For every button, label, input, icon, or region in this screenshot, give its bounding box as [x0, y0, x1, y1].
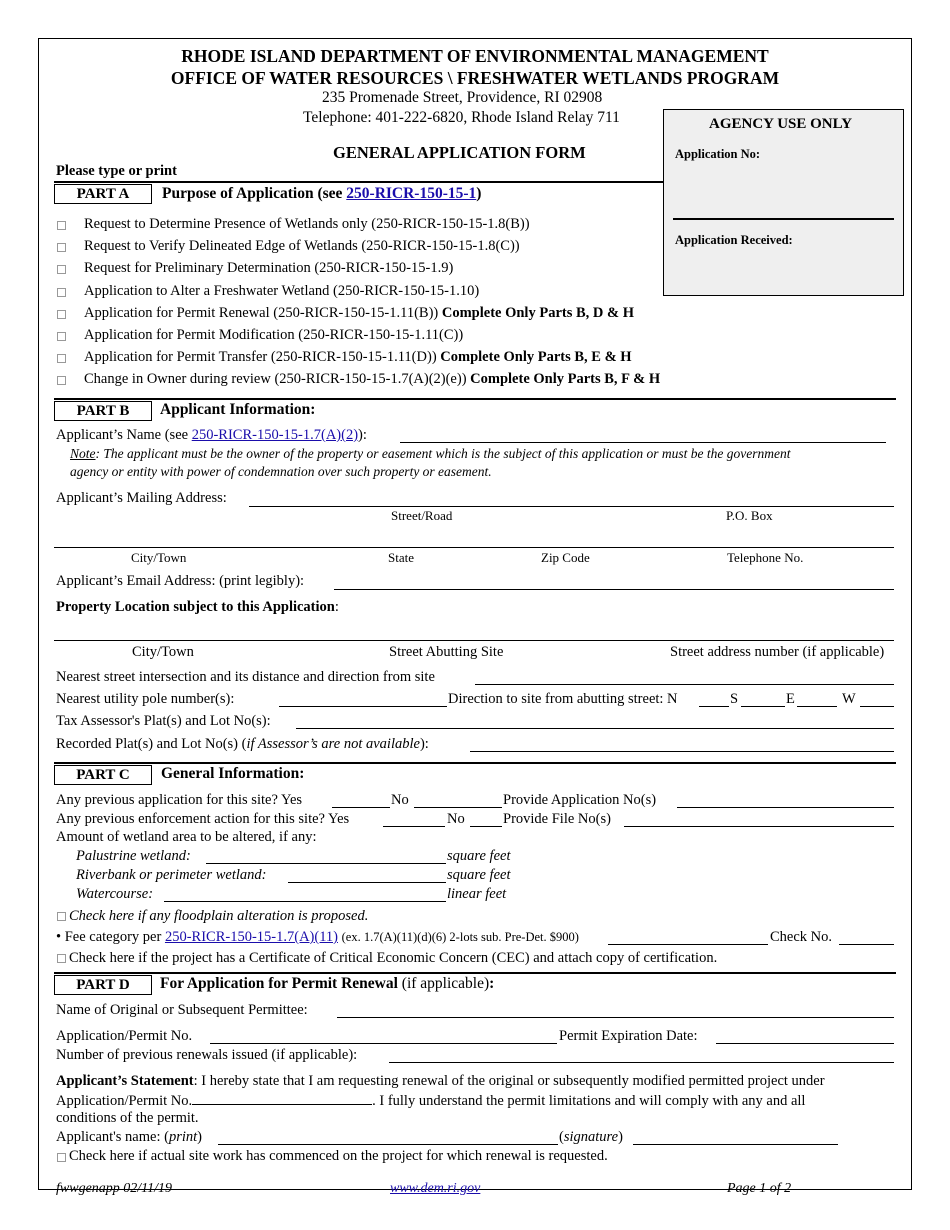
- direction-w-label: W: [842, 691, 856, 707]
- purpose-option-checkbox[interactable]: [57, 265, 66, 274]
- part-d-title: For Application for Permit Renewal (if applicable):: [160, 975, 495, 992]
- purpose-option: Application for Permit Transfer (250-RICR-150-15-1.11(D)) Complete Only Parts B, E & H: [84, 349, 632, 366]
- state-caption: State: [388, 550, 414, 565]
- part-a-link[interactable]: 250-RICR-150-15-1: [346, 185, 477, 202]
- zip-caption: Zip Code: [541, 550, 590, 565]
- applicant-name-label: Applicant’s Name (see 250-RICR-150-15-1.7(A)(2)):: [56, 427, 367, 443]
- prev-app-number-field[interactable]: [677, 807, 894, 808]
- application-no-label: Application No:: [675, 147, 761, 161]
- prev-app-no-field[interactable]: [414, 807, 502, 808]
- application-received-label: Application Received:: [675, 233, 793, 247]
- email-label: Applicant’s Email Address: (print legibly):: [56, 573, 305, 589]
- prev-enf-no-label: No: [447, 811, 465, 827]
- intersection-label: Nearest street intersection and its distance and direction from site: [56, 669, 435, 685]
- part-d-tag: PART D: [54, 975, 152, 995]
- purpose-option-checkbox[interactable]: [57, 310, 66, 319]
- page-number: Page 1 of 2: [727, 1181, 792, 1196]
- palustrine-unit: square feet: [447, 848, 511, 864]
- form-id: fwwgenapp 02/11/19: [56, 1181, 173, 1196]
- permit-no-field[interactable]: [210, 1043, 557, 1044]
- agency-title: AGENCY USE ONLY: [709, 116, 853, 132]
- part-b-title: Applicant Information:: [160, 401, 316, 418]
- direction-e-label: E: [786, 691, 795, 707]
- agency-use-box: [663, 109, 904, 296]
- agency-divider: [673, 218, 894, 220]
- direction-label: Direction to site from abutting street: N: [448, 691, 678, 707]
- prev-enf-yes-field[interactable]: [383, 826, 445, 827]
- city-town-caption: City/Town: [131, 550, 187, 565]
- property-location-field[interactable]: [54, 640, 894, 641]
- cec-label: Check here if the project has a Certificate of Critical Economic Concern (CEC) and attach copy of certification.: [69, 950, 718, 966]
- purpose-option: Change in Owner during review (250-RICR-150-15-1.7(A)(2)(e)) Complete Only Parts B, F & H: [84, 371, 661, 388]
- palustrine-field[interactable]: [206, 863, 446, 864]
- cec-checkbox[interactable]: [57, 954, 66, 963]
- prev-app-label: Any previous application for this site? Yes: [56, 792, 303, 808]
- riverbank-field[interactable]: [288, 882, 446, 883]
- mailing-address-field[interactable]: [249, 506, 894, 507]
- form-title: GENERAL APPLICATION FORM: [333, 143, 586, 162]
- expiration-label: Permit Expiration Date:: [559, 1028, 698, 1044]
- part-d-rule: [54, 972, 896, 974]
- purpose-option: Request for Preliminary Determination (250-RICR-150-15-1.9): [84, 260, 454, 277]
- purpose-option: Request to Determine Presence of Wetlands only (250-RICR-150-15-1.8(B)): [84, 216, 530, 232]
- instruction: Please type or print: [56, 163, 177, 179]
- recorded-plat-label: Recorded Plat(s) and Lot No(s) (if Assessor’s are not available):: [56, 736, 429, 752]
- part-a-tag: PART A: [54, 184, 152, 204]
- part-c-rule: [54, 762, 896, 764]
- city-state-field[interactable]: [54, 547, 894, 548]
- watercourse-label: Watercourse:: [76, 886, 154, 902]
- riverbank-unit: square feet: [447, 867, 511, 883]
- prop-city-caption: City/Town: [132, 644, 194, 660]
- prev-enf-provide-label: Provide File No(s): [503, 811, 611, 827]
- intersection-field[interactable]: [475, 684, 894, 685]
- part-c-title: General Information:: [161, 765, 305, 782]
- prev-app-no-label: No: [391, 792, 409, 808]
- prev-enf-label: Any previous enforcement action for this site? Yes: [56, 811, 350, 827]
- watercourse-field[interactable]: [164, 901, 446, 902]
- statement-permit-field[interactable]: [192, 1092, 372, 1105]
- address: 235 Promenade Street, Providence, RI 02908: [322, 89, 603, 106]
- purpose-option: Request to Verify Delineated Edge of Wetlands (250-RICR-150-15-1.8(C)): [84, 238, 520, 255]
- statement-line-3: conditions of the permit.: [56, 1110, 199, 1126]
- permittee-field[interactable]: [337, 1017, 894, 1018]
- prop-street-caption: Street Abutting Site: [389, 644, 504, 660]
- watercourse-unit: linear feet: [447, 886, 507, 902]
- direction-w-field[interactable]: [860, 706, 894, 707]
- prop-number-caption: Street address number (if applicable): [670, 644, 885, 660]
- applicant-name-field[interactable]: [400, 442, 886, 443]
- riverbank-label: Riverbank or perimeter wetland:: [76, 867, 267, 883]
- statement-line-2: Application/Permit No. . I fully understand the permit limitations and will comply with any and all: [56, 1093, 806, 1109]
- renewals-label: Number of previous renewals issued (if applicable):: [56, 1047, 358, 1063]
- prev-app-yes-field[interactable]: [332, 807, 390, 808]
- check-no-field[interactable]: [839, 944, 894, 945]
- direction-s-label: S: [730, 691, 739, 707]
- purpose-option: Application for Permit Modification (250-RICR-150-15-1.11(C)): [84, 327, 464, 343]
- purpose-option-checkbox[interactable]: [57, 376, 66, 385]
- amount-label: Amount of wetland area to be altered, if any:: [56, 829, 317, 845]
- part-a-title: Purpose of Application (see 250-RICR-150-15-1): [162, 185, 482, 202]
- direction-e-field[interactable]: [797, 706, 837, 707]
- purpose-option: Application for Permit Renewal (250-RICR-150-15-1.11(B)) Complete Only Parts B, D & H: [84, 304, 634, 321]
- palustrine-label: Palustrine wetland:: [76, 848, 191, 864]
- site-work-label: Check here if actual site work has commenced on the project for which renewal is requested.: [69, 1148, 608, 1164]
- street-road-caption: Street/Road: [391, 508, 453, 523]
- applicant-print-label: Applicant's name: (print): [56, 1129, 202, 1145]
- email-field[interactable]: [334, 589, 894, 590]
- signature-field[interactable]: [633, 1144, 838, 1145]
- prev-app-provide-label: Provide Application No(s): [503, 792, 657, 808]
- note-line-2: agency or entity with power of condemnation over such property or easement.: [70, 464, 492, 479]
- prev-enf-number-field[interactable]: [624, 826, 894, 827]
- utility-pole-label: Nearest utility pole number(s):: [56, 691, 235, 707]
- renewals-field[interactable]: [389, 1062, 894, 1063]
- applicant-print-field[interactable]: [218, 1144, 558, 1145]
- recorded-plat-field[interactable]: [470, 751, 894, 752]
- purpose-option-checkbox[interactable]: [57, 243, 66, 252]
- part-b-tag: PART B: [54, 401, 152, 421]
- statement-line-1: Applicant’s Statement: I hereby state that I am requesting renewal of the original or subsequently modified permitted project under: [56, 1073, 825, 1089]
- utility-pole-field[interactable]: [279, 706, 447, 707]
- prev-enf-no-field[interactable]: [470, 826, 502, 827]
- floodplain-label: Check here if any floodplain alteration is proposed.: [69, 908, 369, 924]
- telephone: Telephone: 401-222-6820, Rhode Island Relay 711: [303, 109, 620, 126]
- purpose-option-checkbox[interactable]: [57, 332, 66, 341]
- website-link[interactable]: www.dem.ri.gov: [390, 1181, 481, 1196]
- tax-assessor-label: Tax Assessor's Plat(s) and Lot No(s):: [56, 713, 271, 729]
- part-b-rule: [54, 398, 896, 400]
- permit-no-label: Application/Permit No.: [56, 1028, 193, 1044]
- property-location-label: Property Location subject to this Application:: [56, 599, 339, 615]
- purpose-option-checkbox[interactable]: [57, 354, 66, 363]
- fee-category-link[interactable]: 250-RICR-150-15-1.7(A)(11): [164, 929, 338, 945]
- direction-n-field[interactable]: [699, 706, 729, 707]
- direction-s-field[interactable]: [741, 706, 785, 707]
- site-work-checkbox[interactable]: [57, 1153, 66, 1162]
- note-line-1: Note: The applicant must be the owner of the property or easement which is the subject of this application or must be the government: [70, 446, 791, 461]
- expiration-field[interactable]: [716, 1043, 894, 1044]
- applicant-name-link[interactable]: 250-RICR-150-15-1.7(A)(2): [191, 427, 359, 443]
- signature-label: (signature): [559, 1129, 623, 1145]
- permittee-label: Name of Original or Subsequent Permittee:: [56, 1002, 308, 1018]
- fee-category-label: • Fee category per 250-RICR-150-15-1.7(A)(11) (ex. 1.7(A)(11)(d)(6) 2-lots sub. Pre-Det. $900): [56, 929, 579, 945]
- org-line-1: RHODE ISLAND DEPARTMENT OF ENVIRONMENTAL MANAGEMENT: [181, 46, 769, 66]
- org-line-2: OFFICE OF WATER RESOURCES \ FRESHWATER WETLANDS PROGRAM: [170, 68, 780, 88]
- purpose-option: Application to Alter a Freshwater Wetland (250-RICR-150-15-1.10): [84, 282, 480, 299]
- mailing-address-label: Applicant’s Mailing Address:: [56, 490, 227, 506]
- floodplain-checkbox[interactable]: [57, 912, 66, 921]
- telephone-caption: Telephone No.: [727, 550, 804, 565]
- purpose-option-checkbox[interactable]: [57, 221, 66, 230]
- fee-category-field[interactable]: [608, 944, 768, 945]
- purpose-option-checkbox[interactable]: [57, 288, 66, 297]
- tax-assessor-field[interactable]: [296, 728, 894, 729]
- part-c-tag: PART C: [54, 765, 152, 785]
- part-a-rule: [54, 181, 663, 183]
- po-box-caption: P.O. Box: [726, 508, 773, 523]
- check-no-label: Check No.: [770, 929, 833, 945]
